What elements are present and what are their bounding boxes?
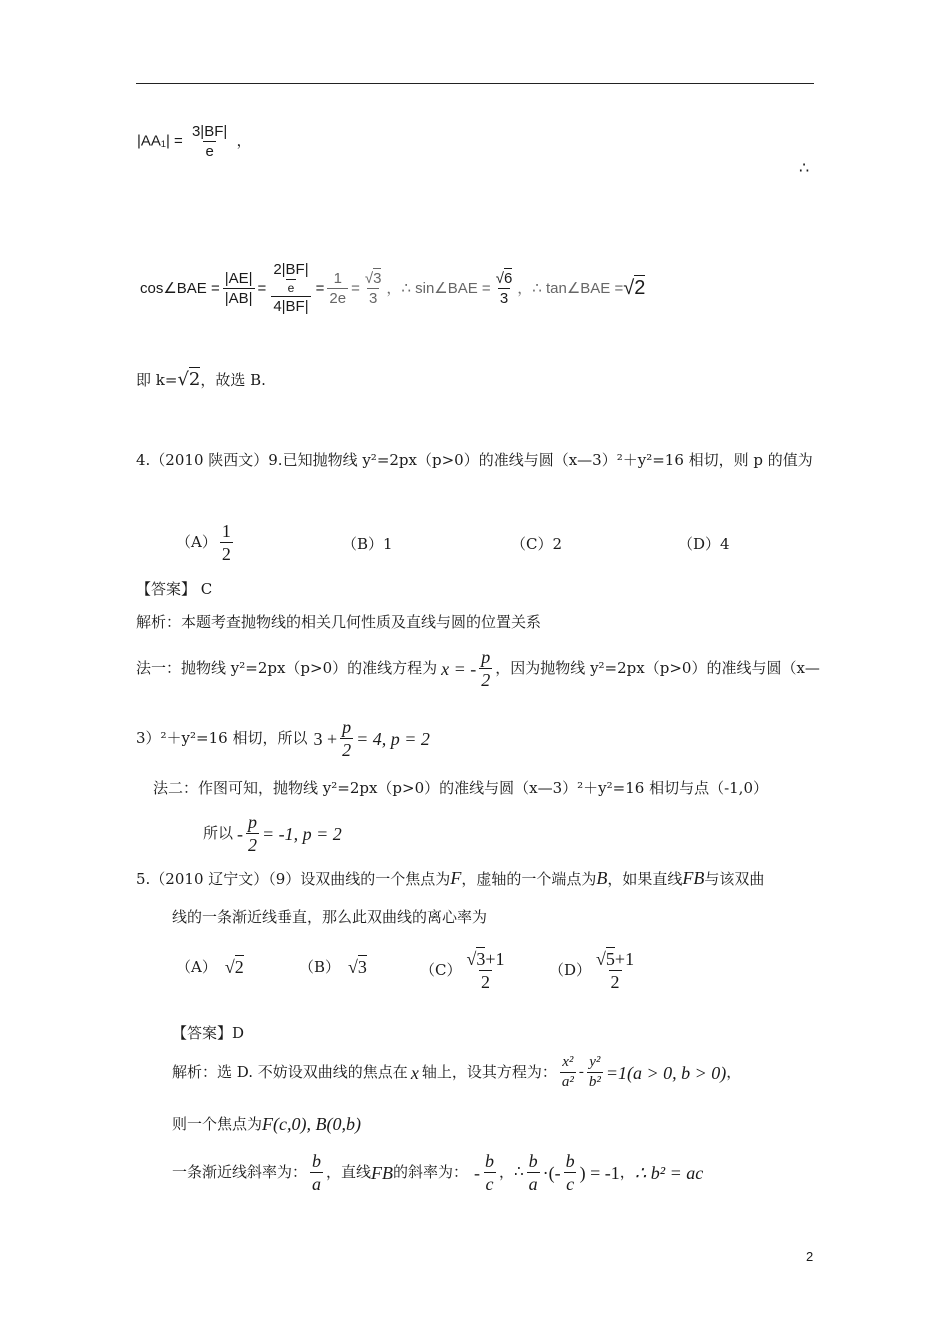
q5-slope-f1-num: b — [528, 1151, 538, 1171]
cos-f2-num — [269, 262, 312, 296]
q5-slope-f2-num: b — [565, 1151, 575, 1171]
q5-stem-d: 与该双曲 — [704, 870, 765, 888]
q5-slope-b-num: b — [312, 1151, 322, 1171]
q4-method2: 法二：作图可知，抛物线 y²=2px（p>0）的准线与圆（x—3）²＋y²=16 相切与点（-1,0） — [153, 779, 768, 797]
cos-eq2: = — [315, 279, 325, 297]
cos-f4-den: 3 — [368, 289, 378, 307]
q5-eq-minus: - — [578, 1064, 584, 1080]
q4-m1-p: p — [481, 647, 491, 667]
q5-slope-fb: FB — [371, 1162, 394, 1183]
q4-answer: 【答案】 C — [136, 580, 213, 598]
tan-value: √2 — [623, 277, 646, 299]
q5-eq-y-frac — [587, 1055, 603, 1090]
header-rule — [136, 83, 814, 84]
q5-slope-line — [172, 1152, 703, 1193]
q5-slope-c-num: b — [485, 1151, 495, 1171]
q4-m2-fraction — [246, 813, 259, 854]
cos-f1-den: |AB| — [224, 289, 253, 307]
q5-an-a: 解析：选 D. 不妨设双曲线的焦点在 — [172, 1063, 408, 1081]
cos-f2-inner-den: e — [287, 281, 295, 295]
q5-stem-a: 5.（2010 辽宁文）（9）设双曲线的一个焦点为 — [136, 870, 451, 888]
q5-a-value: √2 — [224, 957, 244, 977]
k-line — [136, 371, 266, 389]
q4-m1-b: ，因为抛物线 y²=2px（p>0）的准线与圆（x— — [495, 659, 820, 677]
q5-c-plus: +1 — [485, 949, 505, 969]
q5-stem-fb: FB — [682, 868, 705, 888]
q5-c-den: 2 — [481, 972, 490, 992]
q5-stem-b: ，虚轴的一个端点为 — [461, 870, 597, 888]
cos-f4-num: √3 — [364, 269, 382, 287]
q5-slope-f2 — [564, 1152, 577, 1193]
q5-eq-b2: b² — [588, 1074, 601, 1090]
q4-m2-p: p — [248, 812, 258, 832]
k-pre: 即 k= — [136, 371, 178, 389]
q5-slope-frac-ba — [310, 1152, 323, 1193]
q5-d-fraction — [594, 950, 636, 991]
q5-slope-close: ) = -1 — [579, 1162, 620, 1183]
k-value: √2 — [177, 369, 201, 390]
q4-m1-eq-post: = 4, p = 2 — [356, 728, 430, 749]
cos-lhs: cos∠BAE = — [140, 279, 220, 297]
therefore-symbol: ∴ — [799, 158, 810, 177]
formula-aa1 — [137, 124, 251, 159]
q5-slope-f1-den: a — [528, 1174, 538, 1194]
q5-option-c — [420, 950, 510, 991]
q4-m1-eq-fraction — [340, 718, 353, 759]
q5-slope-b-den: a — [312, 1174, 322, 1194]
q4-option-b: （B）1 — [342, 535, 393, 553]
q5-analysis-line1 — [172, 1055, 741, 1090]
q5-stem-b-point: B — [596, 868, 608, 888]
q5-slope-therefore: ∴ — [514, 1164, 524, 1180]
sin-rad: 6 — [503, 269, 513, 287]
q5-option-a — [176, 958, 244, 976]
q4-m1-eq-p: p — [342, 717, 352, 737]
cos-fraction-compound — [269, 262, 312, 314]
q5-option-b — [299, 958, 367, 976]
sin-num: √6 — [495, 269, 513, 287]
q5-b-rad: 3 — [357, 957, 367, 977]
sin-part: ，∴ sin∠BAE = — [386, 279, 491, 297]
q5-b-value: √3 — [348, 957, 367, 977]
sin-fraction — [494, 271, 515, 306]
q4-analysis: 解析：本题考查抛物线的相关几何性质及直线与圆的位置关系 — [136, 613, 542, 631]
q5-d-plus: +1 — [614, 949, 635, 969]
q5-eq-x-frac — [560, 1055, 576, 1090]
q5-slope-frac-bc — [483, 1152, 496, 1193]
sin-den: 3 — [499, 289, 509, 307]
q4-a-fraction — [220, 522, 233, 563]
aa1-denominator: e — [205, 143, 214, 160]
q5-option-d — [549, 950, 639, 991]
q5-focus-line — [172, 1115, 361, 1133]
aa1-numerator: 3|BF| — [191, 123, 228, 140]
cos-f2-inner-num: 2|BF| — [273, 261, 309, 278]
q4-method2-result — [203, 813, 342, 854]
cos-fraction-sqrt3-3 — [363, 271, 384, 306]
cos-f2-den: 4|BF| — [273, 298, 309, 315]
q4-option-c: （C）2 — [511, 535, 563, 553]
q5-slope-comma: ， — [499, 1163, 515, 1181]
q4-method1-line1 — [136, 648, 820, 689]
k-rad: 2 — [188, 369, 201, 390]
q5-a-rad: 2 — [234, 957, 244, 977]
q4-option-d: （D）4 — [678, 535, 730, 553]
q4-m1-two: 2 — [481, 670, 491, 690]
q4-m1-eq-pre: 3 + — [313, 728, 338, 749]
q5-slope-a: 一条渐近线斜率为： — [172, 1163, 308, 1181]
cos-eq1: = — [257, 279, 267, 297]
k-post: ，故选 B. — [200, 371, 266, 389]
q5-d-label: （D） — [549, 961, 592, 979]
formula-cos-bae — [140, 248, 645, 328]
q4-m2-eq-post: = -1, p = 2 — [262, 823, 342, 844]
q5-slope-mid: ，直线 — [326, 1163, 372, 1181]
q5-stem-line1 — [136, 869, 764, 887]
q4-option-a — [176, 522, 236, 563]
q4-m2-eq-pre: - — [237, 823, 244, 844]
q4-m1-a: 法一：抛物线 y²=2px（p>0）的准线方程为 — [136, 659, 438, 677]
q5-slope-dot: ·(- — [542, 1162, 561, 1183]
aa1-fraction — [190, 124, 229, 159]
cos-f4-rad: 3 — [373, 269, 382, 287]
q5-slope-f1 — [527, 1152, 540, 1193]
q5-c-label: （C） — [420, 961, 462, 979]
q5-c-num: √3+1 — [466, 949, 505, 969]
q4-m2-two: 2 — [248, 835, 258, 855]
q5-stem-line2: 线的一条渐近线垂直，那么此双曲线的离心率为 — [172, 908, 488, 926]
aa1-left: |AA₁| = — [137, 132, 183, 150]
q4-m1-eq-two: 2 — [342, 740, 352, 760]
q4-stem: 4.（2010 陕西文）9.已知抛物线 y²=2px（p>0）的准线与圆（x—3）²＋y²=16 相切，则 p 的值为 — [136, 451, 813, 469]
q5-eq-y2: y² — [589, 1054, 601, 1070]
q4-m2-so: 所以 — [203, 824, 234, 842]
q5-slope-f2-den: c — [566, 1174, 575, 1194]
q5-c-rad: 3 — [476, 949, 486, 969]
q5-eq-comma: ， — [726, 1063, 742, 1081]
q4-a-num: 1 — [221, 521, 231, 541]
q5-slope-neg: - — [474, 1162, 481, 1183]
q4-m1-fraction — [479, 648, 492, 689]
q4-a-label: （A） — [176, 533, 217, 551]
q5-eq-tail: =1(a > 0, b > 0) — [605, 1062, 727, 1083]
q5-answer: 【答案】D — [172, 1024, 245, 1042]
page-number: 2 — [806, 1249, 814, 1264]
q5-a-label: （A） — [176, 957, 217, 976]
q5-d-num: √5+1 — [596, 949, 635, 969]
q5-focus-text: 则一个焦点为 — [172, 1114, 263, 1133]
cos-eq3: = — [351, 279, 360, 297]
q4-m1-c: 3）²＋y²=16 相切，所以 — [136, 729, 308, 747]
tan-part: ，∴ tan∠BAE = — [517, 279, 624, 297]
q5-result: ∴ b² = ac — [634, 1162, 704, 1183]
cos-f3-den: 2e — [329, 289, 347, 307]
cos-f1-num: |AE| — [224, 269, 253, 287]
q5-slope-mid2: 的斜率为： — [393, 1163, 469, 1181]
cos-f3-num: 1 — [333, 269, 342, 287]
q5-b-label: （B） — [299, 957, 341, 976]
q5-an-x: x — [410, 1062, 419, 1083]
q4-m1-x: x = - — [441, 658, 477, 679]
q5-stem-f: F — [450, 868, 462, 888]
q5-focus-eq: F(c,0), B(0,b) — [262, 1114, 361, 1134]
q5-eq-a2: a² — [561, 1074, 574, 1090]
q5-c-fraction — [464, 950, 506, 991]
q5-d-den: 2 — [610, 972, 620, 992]
q5-an-b: 轴上，设其方程为： — [421, 1063, 557, 1081]
cos-f2-inner — [271, 262, 310, 294]
q5-slope-comma2: ， — [619, 1163, 635, 1181]
q5-eq-x2: x² — [562, 1054, 574, 1070]
q4-a-den: 2 — [221, 544, 231, 564]
aa1-tail: ， — [236, 132, 252, 150]
cos-fraction-1-2e — [327, 271, 348, 306]
q5-slope-c-den: c — [485, 1174, 494, 1194]
cos-fraction-ae-ab — [223, 271, 255, 306]
q4-method1-line2 — [136, 718, 430, 759]
tan-rad: 2 — [634, 277, 646, 299]
q5-stem-c: ，如果直线 — [607, 870, 683, 888]
q5-d-rad: 5 — [605, 949, 615, 969]
